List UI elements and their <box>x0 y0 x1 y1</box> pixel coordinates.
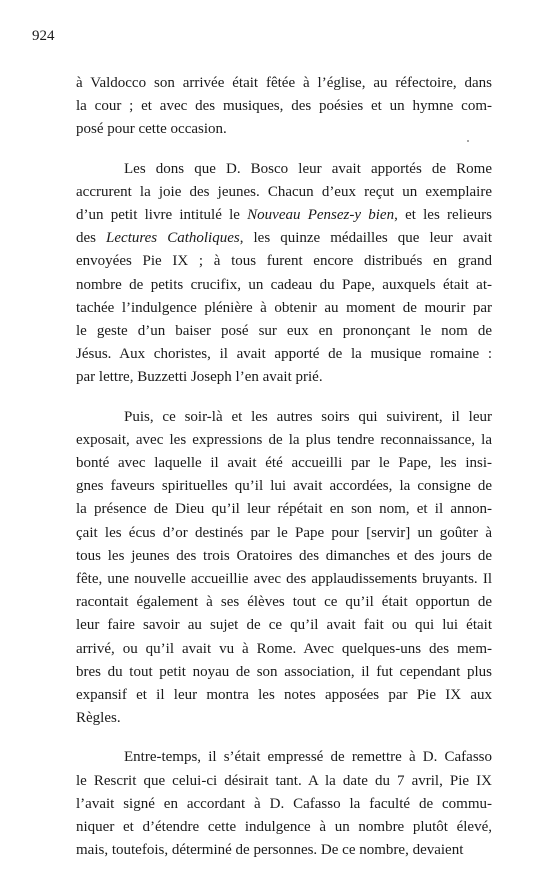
text-line: Règles. <box>76 710 121 727</box>
text-line: exposait, avec les expressions de la plus tendre reconnaissance, la <box>76 431 492 448</box>
text-line: mais, toutefois, déterminé de personnes. De ce nombre, devaient <box>76 842 464 859</box>
text-line: le Rescrit que celui-ci désirait tant. A la date du 7 avril, Pie IX <box>76 772 492 789</box>
text-line: l’avait signé en accordant à D. Cafasso la faculté de commu- <box>76 795 492 812</box>
text-line: la présence de Dieu qu’il leur répétait en son nom, et il annon- <box>76 501 492 518</box>
text-line: posé pour cette occasion. <box>76 121 227 138</box>
text-line: gnes faveurs spirituelles qu’il lui avait accordées, la consigne de <box>76 478 492 495</box>
paragraph-3 <box>76 406 492 731</box>
text-line: arrivé, ou qu’il avait vu à Rome. Avec quelques-uns des mem- <box>76 640 492 657</box>
paragraph-2 <box>76 158 492 390</box>
text-line: Entre-temps, il s’était empressé de remettre à D. Cafasso <box>124 749 492 766</box>
paragraph-1 <box>76 72 492 142</box>
text-line: bres du tout petit noyau de son association, il fut cependant plus <box>76 663 492 680</box>
italic-title: Lectures Catholiques <box>106 230 240 247</box>
text-line: Les dons que D. Bosco leur avait apportés de Rome <box>124 160 492 177</box>
text-line: des Lectures Catholiques, les quinze médailles que leur avait <box>76 230 492 247</box>
body-text <box>76 72 492 879</box>
text-line: tachée l’indulgence plénière à obtenir au moment de mourir par <box>76 299 492 316</box>
text-line: à Valdocco son arrivée était fêtée à l’église, au réfectoire, dans <box>76 75 492 91</box>
italic-title: Nouveau Pensez-y bien <box>247 207 395 224</box>
page-number: 924 <box>32 28 55 44</box>
text-line: accrurent la joie des jeunes. Chacun d’eux reçut un exemplaire <box>76 183 492 200</box>
text-line: bonté avec laquelle il avait été accueilli par le Pape, les insi- <box>76 455 492 472</box>
text-line: expansif et il leur montra les notes apposées par Pie IX aux <box>76 687 492 704</box>
text-line: envoyées Pie IX ; à tous furent encore distribués en grand <box>76 253 492 270</box>
text-line: leur faire savoir au sujet de ce qu’il avait fait ou qui lui était <box>76 617 492 634</box>
text-line: fête, une nouvelle accueillie avec des applaudissements bruyants. Il <box>76 571 492 588</box>
text-line: nombre de petits crucifix, un cadeau du Pape, auxquels était at- <box>76 276 492 293</box>
text-line: racontait également à ses élèves tout ce qu’il était opportun de <box>76 594 492 611</box>
text-line: tous les jeunes des trois Oratoires des dimanches et des jours de <box>76 547 492 564</box>
text-line: le geste d’un baiser posé sur eux en prononçant le nom de <box>76 323 492 340</box>
text-line: d’un petit livre intitulé le Nouveau Pensez-y bien, et les relieurs <box>76 207 493 224</box>
text-line: çait les écus d’or destinés par le Pape pour [servir] un goûter à <box>76 524 492 541</box>
text-line: la cour ; et avec des musiques, des poésies et un hymne com- <box>76 98 492 115</box>
text-line: Puis, ce soir-là et les autres soirs qui suivirent, il leur <box>124 408 492 425</box>
paragraph-4 <box>76 746 492 862</box>
text-line: niquer et d’étendre cette indulgence à un nombre plutôt élevé, <box>76 819 492 836</box>
text-line: par lettre, Buzzetti Joseph l’en avait prié. <box>76 369 323 386</box>
text-line: Jésus. Aux choristes, il avait apporté de la musique romaine : <box>76 346 492 363</box>
